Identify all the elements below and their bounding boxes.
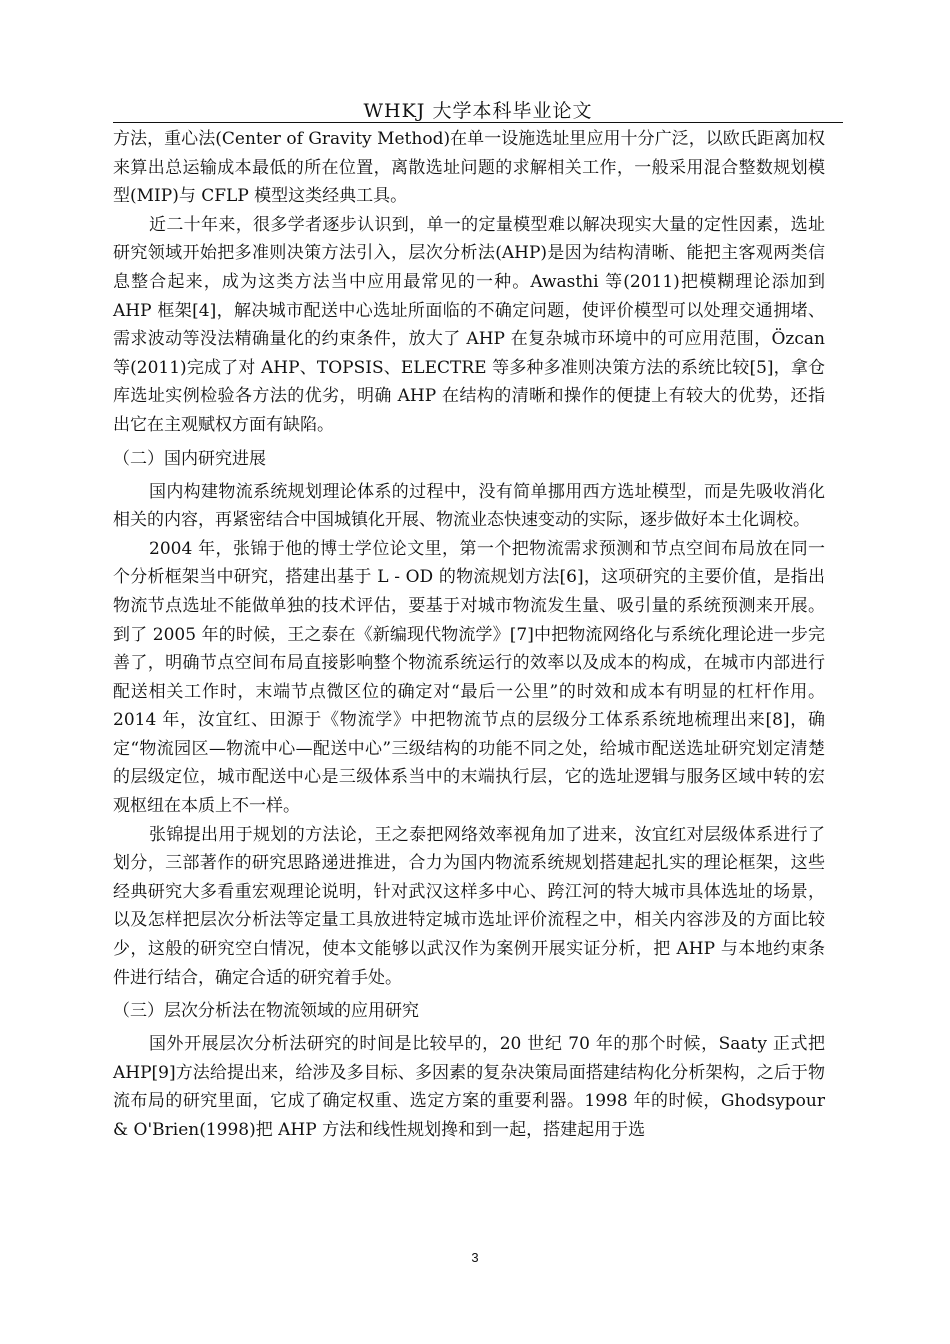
paragraph: 近二十年来，很多学者逐步认识到，单一的定量模型难以解决现实大量的定性因素，选址研究领域开始把多准则决策方法引入，层次分析法(AHP)是因为结构清晰、能把主客观两类信息整合起来，成为这类方法当中应用最常见的一种。Awasthi 等(2011)把模糊理论添加到 AHP 框架[4]，解决城市配送中心选址所面临的不确定问题，使评价模型可以处理交通拥堵、需求波动等没法精确量化的约束条件，放大了 AHP 在复杂城市环境中的可应用范围，Özcan 等(2011)完成了对 AHP、TOPSIS、ELECTRE 等多种多准则决策方法的系统比较[5]，拿仓库选址实例检验各方法的优劣，明确 AHP 在结构的清晰和操作的便捷上有较大的优势，还指出它在主观赋权方面有缺陷。 [113,214,825,435]
paragraph: 2004 年，张锦于他的博士学位论文里，第一个把物流需求预测和节点空间布局放在同一个分析框架当中研究，搭建出基于 L - OD 的物流规划方法[6]，这项研究的主要价值，是指出物流节点选址不能做单独的技术评估，要基于对城市物流发生量、吸引量的系统预测来开展。到了 2005 年的时候，王之泰在《新编现代物流学》[7]中把物流网络化与系统化理论进一步完善了，明确节点空间布局直接影响整个物流系统运行的效率以及成本的构成，在城市内部进行配送相关工作时，末端节点微区位的确定对“最后一公里”的时效和成本有明显的杠杆作用。2014 年，汝宜红、田源于《物流学》中把物流节点的层级分工体系系统地梳理出来[8]，确定“物流园区—物流中心—配送中心”三级结构的功能不同之处，给城市配送选址研究划定清楚的层级定位，城市配送中心是三级体系当中的末端执行层，它的选址逻辑与服务区域中转的宏观枢纽在本质上不一样。 [113,538,825,817]
page-number: 3 [471,1250,479,1265]
document-body [113,125,825,1145]
paragraph: 方法，重心法(Center of Gravity Method)在单一设施选址里应用十分广泛，以欧氏距离加权来算出总运输成本最低的所在位置，离散选址问题的求解相关工作，一般采用混合整数规划模型(MIP)与 CFLP 模型这类经典工具。 [113,129,825,207]
running-header: WHKJ 大学本科毕业论文 [363,100,593,122]
section-heading: （三）层次分析法在物流领域的应用研究 [113,1001,419,1022]
paragraph: 国内构建物流系统规划理论体系的过程中，没有简单挪用西方选址模型，而是先吸收消化相关的内容，再紧密结合中国城镇化开展、物流业态快速变动的实际，逐步做好本土化调校。 [113,481,825,531]
paragraph: 张锦提出用于规划的方法论，王之泰把网络效率视角加了进来，汝宜红对层级体系进行了划分，三部著作的研究思路递进推进，合力为国内物流系统规划搭建起扎实的理论框架，这些经典研究大多看重宏观理论说明，针对武汉这样多中心、跨江河的特大城市具体选址的场景，以及怎样把层次分析法等定量工具放进特定城市选址评价流程之中，相关内容涉及的方面比较少，这般的研究空白情况，使本文能够以武汉作为案例开展实证分析，把 AHP 与本地约束条件进行结合，确定合适的研究着手处。 [113,824,825,988]
header-divider [113,122,843,123]
section-heading: （二）国内研究进展 [113,448,266,469]
paragraph: 国外开展层次分析法研究的时间是比较早的，20 世纪 70 年的那个时候，Saaty 正式把 AHP[9]方法给提出来，给涉及多目标、多因素的复杂决策局面搭建结构化分析架构，之后于物流布局的研究里面，它成了确定权重、选定方案的重要利器。1998 年的时候，Ghodsypour & O'Brien(1998)把 AHP 方法和线性规划搀和到一起，搭建起用于选 [113,1034,825,1140]
